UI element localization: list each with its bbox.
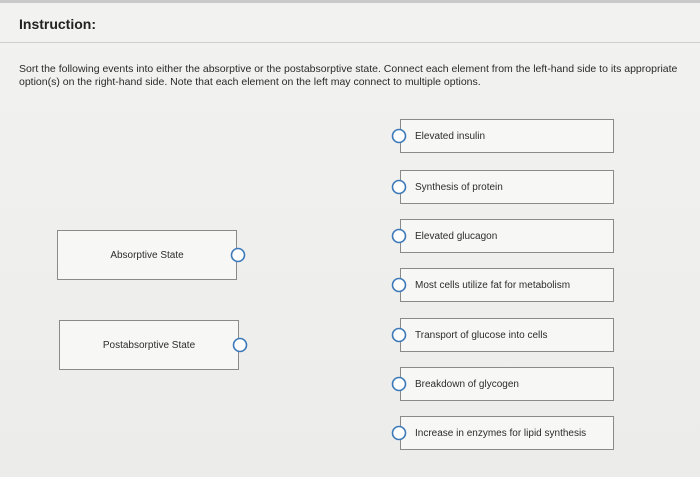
connector-circle-icon [390,276,408,294]
right-connector-transport-of-glucose[interactable] [390,326,408,344]
left-item-label: Postabsorptive State [102,339,196,351]
right-item-increase-in-enzymes[interactable] [400,416,614,450]
connector-circle-icon [390,227,408,245]
right-connector-elevated-insulin[interactable] [390,127,408,145]
right-item-elevated-glucagon[interactable] [400,219,614,253]
right-item-label: Increase in enzymes for lipid synthesis [415,427,587,439]
right-item-breakdown-of-glycogen[interactable] [400,367,614,401]
right-connector-breakdown-of-glycogen[interactable] [390,375,408,393]
right-item-transport-of-glucose[interactable] [400,318,614,352]
right-item-label: Most cells utilize fat for metabolism [415,279,571,291]
connector-circle-icon [229,246,247,264]
right-item-label: Synthesis of protein [415,181,503,193]
right-item-label: Elevated glucagon [415,230,498,242]
right-connector-synthesis-of-protein[interactable] [390,178,408,196]
instruction-title: Instruction: [19,16,96,32]
connector-circle-icon [390,178,408,196]
right-connector-elevated-glucagon[interactable] [390,227,408,245]
right-item-synthesis-of-protein[interactable] [400,170,614,204]
left-item-absorptive-state[interactable] [57,230,237,280]
top-divider [0,0,700,3]
left-item-postabsorptive-state[interactable] [59,320,239,370]
connector-circle-icon [390,375,408,393]
right-connector-increase-in-enzymes[interactable] [390,424,408,442]
left-connector-absorptive-state[interactable] [229,246,247,264]
right-item-label: Transport of glucose into cells [415,329,548,341]
right-connector-most-cells-utilize-fat[interactable] [390,276,408,294]
title-divider [0,42,700,43]
instruction-text: Sort the following events into either the absorptive or the postabsorptive state. Connect each element from the left-hand side to its appropriate option(s) on the right-hand side. Note that each element on the left may connect to multiple options. [19,63,678,88]
connector-circle-icon [390,127,408,145]
right-item-label: Breakdown of glycogen [415,378,519,390]
right-item-label: Elevated insulin [415,130,486,142]
left-item-label: Absorptive State [110,249,184,261]
left-connector-postabsorptive-state[interactable] [231,336,249,354]
right-item-elevated-insulin[interactable] [400,119,614,153]
connector-circle-icon [231,336,249,354]
right-item-most-cells-utilize-fat[interactable] [400,268,614,302]
connector-circle-icon [390,424,408,442]
connector-circle-icon [390,326,408,344]
